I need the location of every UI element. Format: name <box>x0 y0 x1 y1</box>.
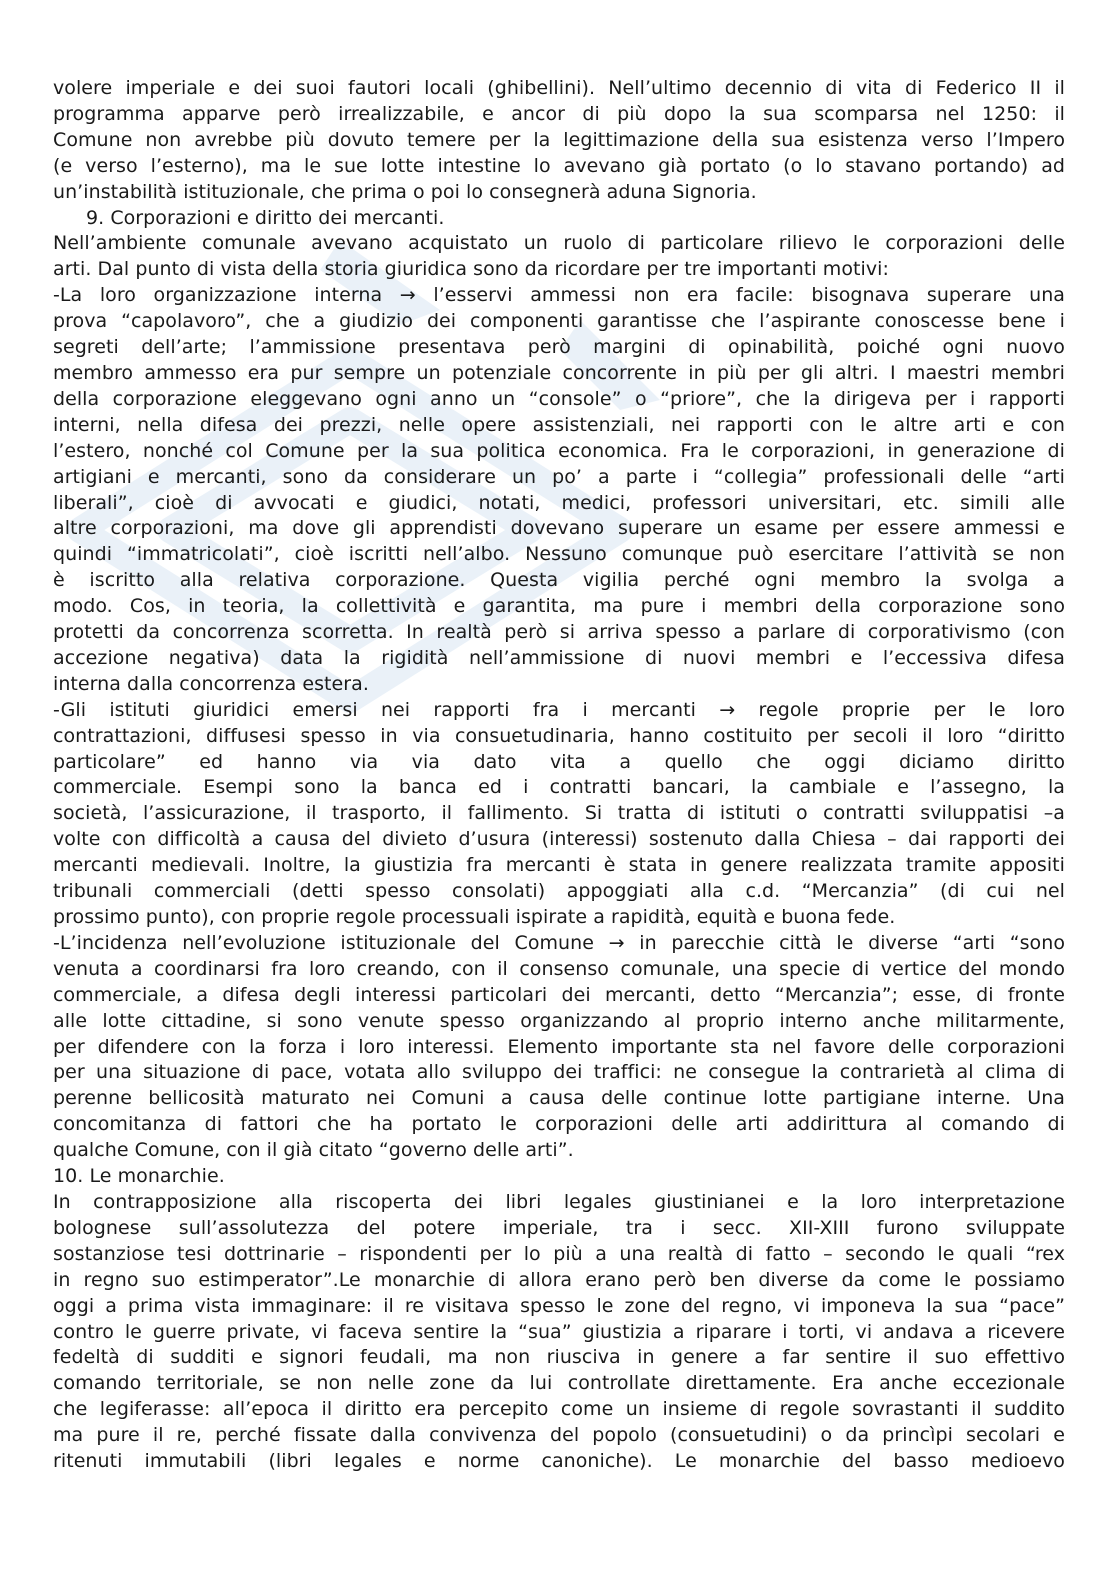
text-line: interni, nella difesa dei prezzi, nelle opere assistenziali, nei rapporti con le altre arti e con <box>53 413 1065 436</box>
text-line: ritenuti immutabili (libri legales e norme canoniche). Le monarchie del basso medioevo <box>53 1450 1065 1473</box>
text-line: volte con difficoltà a causa del divieto d’usura (interessi) sostenuto dalla Chiesa – dai rapporti dei <box>53 828 1065 851</box>
text-line: artigiani e mercanti, sono da considerare un po’ a parte i “collegia” professionali delle “arti <box>53 465 1065 488</box>
text-line: mercanti medievali. Inoltre, la giustizia fra mercanti è stata in genere realizzata tramite appositi <box>53 854 1065 877</box>
text-line: (e verso l’esterno), ma le sue lotte intestine lo avevano già portato (o lo stavano portando) ad <box>53 154 1065 177</box>
text-line: prova “capolavoro”, che a giudizio dei componenti garantisse che l’aspirante conoscesse bene i <box>53 310 1065 333</box>
text-line: segreti dell’arte; l’ammissione presentava però margini di opinabilità, poiché ogni nuovo <box>53 336 1065 359</box>
text-line: liberali”, cioè di avvocati e giudici, notati, medici, professori universitari, etc. simili alle <box>53 491 1065 514</box>
text-line: modo. Cos, in teoria, la collettività e garantita, ma pure i membri della corporazione sono <box>53 595 1065 618</box>
text-line: commerciale. Esempi sono la banca ed i contratti bancari, la cambiale e l’assegno, la <box>53 776 1065 799</box>
section-heading: 10. Le monarchie. <box>53 1165 225 1188</box>
text-line: -La loro organizzazione interna → l’esservi ammessi non era facile: bisognava superare una <box>53 284 1065 307</box>
text-line: In contrapposizione alla riscoperta dei libri legales giustinianei e la loro interpretazione <box>53 1190 1065 1213</box>
text-line: ma pure il re, perché fissate dalla convivenza del popolo (consuetudini) o da princìpi secolari e <box>53 1424 1065 1447</box>
text-line: altre corporazioni, ma dove gli apprendisti dovevano superare un esame per essere ammessi e <box>53 517 1065 540</box>
text-line: comando territoriale, se non nelle zone da lui controllate direttamente. Era anche eccezionale <box>53 1372 1065 1395</box>
text-line: commerciale, a difesa degli interessi particolari dei mercanti, detto “Mercanzia”; esse, di fronte <box>53 983 1065 1006</box>
section-heading: 9. Corporazioni e diritto dei mercanti. <box>86 206 445 229</box>
text-line: quindi “immatricolati”, cioè iscritti nell’albo. Nessuno comunque può esercitare l’attività se non <box>53 543 1065 566</box>
text-line: concomitanza di fattori che ha portato le corporazioni delle arti addirittura al comando di <box>53 1113 1065 1136</box>
text-line: Comune non avrebbe più dovuto temere per la legittimazione della sua esistenza verso l’Impero <box>53 128 1065 151</box>
text-line: -L’incidenza nell’evoluzione istituzionale del Comune → in parecchie città le diverse “arti “sono <box>53 931 1065 954</box>
text-line: sostanziose tesi dottrinarie – rispondenti per lo più a una realtà di fatto – secondo le quali “rex <box>53 1242 1065 1265</box>
text-line: venuta a coordinarsi fra loro creando, con il consenso comunale, una specie di vertice del mondo <box>53 957 1065 980</box>
text-line: tribunali commerciali (detti spesso consolati) appoggiati alla c.d. “Mercanzia” (di cui nel <box>53 880 1065 903</box>
text-line: per difendere con la forza i loro interessi. Elemento importante sta nel favore delle corporazioni <box>53 1035 1065 1058</box>
text-line: è iscritto alla relativa corporazione. Questa vigilia perché ogni membro la svolga a <box>53 569 1065 592</box>
document-body <box>53 76 1065 1475</box>
text-line: protetti da concorrenza scorretta. In realtà però si arriva spesso a parlare di corporativismo (con <box>53 621 1065 644</box>
text-line: prossimo punto), con proprie regole processuali ispirate a rapidità, equità e buona fede. <box>53 906 896 928</box>
text-line: bolognese sull’assolutezza del potere imperiale, tra i secc. XII-XIII furono sviluppate <box>53 1216 1065 1239</box>
text-line: accezione negativa) data la rigidità nell’ammissione di nuovi membri e l’eccessiva difesa <box>53 646 1065 669</box>
text-line: alle lotte cittadine, si sono venute spesso organizzando al proprio interno anche militarmente, <box>53 1009 1065 1032</box>
text-line: perenne bellicosità maturato nei Comuni a causa delle continue lotte partigiane interne. Una <box>53 1087 1065 1110</box>
text-line: Nell’ambiente comunale avevano acquistato un ruolo di particolare rilievo le corporazioni delle <box>53 232 1065 255</box>
text-line: membro ammesso era pur sempre un potenziale concorrente in più per gli altri. I maestri membri <box>53 361 1065 384</box>
text-line: un’instabilità istituzionale, che prima o poi lo consegnerà aduna Signoria. <box>53 180 757 203</box>
text-line: in regno suo estimperator”.Le monarchie di allora erano però ben diverse da come le possiamo <box>53 1268 1065 1291</box>
text-line: interna dalla concorrenza estera. <box>53 672 369 695</box>
text-line: contrattazioni, diffusesi spesso in via consuetudinaria, hanno costituito per secoli il loro “diritto <box>53 724 1065 747</box>
text-line: oggi a prima vista immaginare: il re visitava spesso le zone del regno, vi imponeva la sua “pace” <box>53 1294 1065 1317</box>
text-line: -Gli istituti giuridici emersi nei rapporti fra i mercanti → regole proprie per le loro <box>53 698 1065 721</box>
text-line: società, l’assicurazione, il trasporto, il fallimento. Si tratta di istituti o contratti sviluppatisi –a <box>53 802 1065 825</box>
text-line: che legiferasse: all’epoca il diritto era percepito come un insieme di regole sovrastanti il suddito <box>53 1398 1065 1421</box>
text-line: volere imperiale e dei suoi fautori locali (ghibellini). Nell’ultimo decennio di vita di Federico II il <box>53 77 1065 99</box>
text-line: qualche Comune, con il già citato “governo delle arti”. <box>53 1139 574 1162</box>
text-line: contro le guerre private, vi faceva sentire la “sua” giustizia a riparare i torti, vi andava a ricevere <box>53 1320 1065 1343</box>
text-line: programma apparve però irrealizzabile, e ancor di più dopo la sua scomparsa nel 1250: il <box>53 102 1065 125</box>
text-line: arti. Dal punto di vista della storia giuridica sono da ricordare per tre importanti motivi: <box>53 258 889 281</box>
text-line: per una situazione di pace, votata allo sviluppo dei traffici: ne consegue la contrarietà al clima di <box>53 1061 1065 1084</box>
text-line: della corporazione eleggevano ogni anno un “console” o “priore”, che la dirigeva per i rapporti <box>53 387 1065 410</box>
text-line: l’estero, nonché col Comune per la sua politica economica. Fra le corporazioni, in generazione di <box>53 439 1065 462</box>
text-line: particolare” ed hanno via via dato vita a quello che oggi diciamo diritto <box>53 750 1065 773</box>
text-line: fedeltà di sudditi e signori feudali, ma non riusciva in genere a far sentire il suo effettivo <box>53 1346 1065 1369</box>
